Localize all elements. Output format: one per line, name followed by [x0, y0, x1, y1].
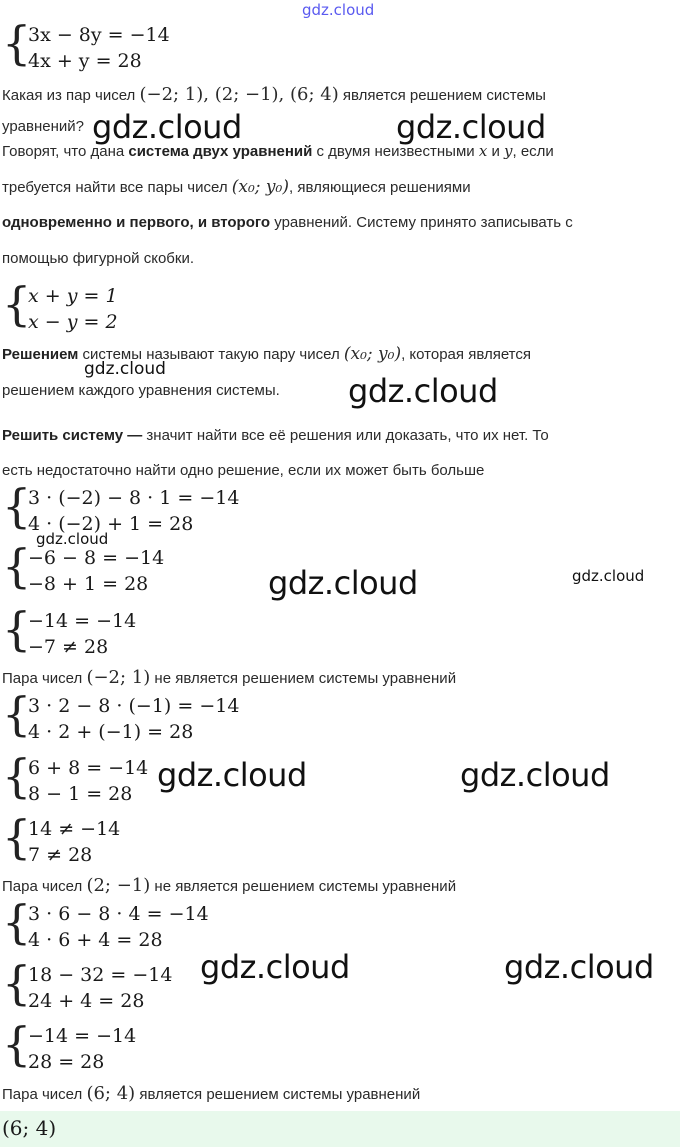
brace-icon: { — [2, 602, 32, 656]
watermark: gdz.cloud — [157, 756, 307, 794]
equation-line: 28 = 28 — [28, 1051, 105, 1073]
brace-icon: { — [2, 539, 32, 593]
equation-line: 4 · 6 + 4 = 28 — [28, 929, 163, 951]
equation-line: 18 − 32 = −14 — [28, 964, 173, 986]
equation-line: 7 ≠ 28 — [28, 844, 93, 866]
equation-line: −14 = −14 — [28, 610, 137, 632]
theory-paragraph: Говорят, что дана система двух уравнений с двумя неизвестными x и y, если — [2, 142, 554, 160]
watermark: gdz.cloud — [268, 564, 418, 602]
theory-paragraph: Решить систему — значит найти все её решения или доказать, что их нет. То — [2, 427, 549, 444]
equation-line: 14 ≠ −14 — [28, 818, 121, 840]
watermark: gdz.cloud — [504, 948, 654, 986]
brace-icon: { — [2, 479, 32, 533]
brace-icon: { — [2, 956, 32, 1010]
equation-line: 4x + y = 28 — [28, 50, 142, 72]
equation-line: −7 ≠ 28 — [28, 636, 109, 658]
watermark: gdz.cloud — [348, 372, 498, 410]
equation-line: 3 · 2 − 8 · (−1) = −14 — [28, 695, 240, 717]
question-line-2: уравнений? — [2, 118, 84, 135]
brace-icon: { — [2, 16, 32, 70]
equation-line: 24 + 4 = 28 — [28, 990, 145, 1012]
equation-line: 4 · (−2) + 1 = 28 — [28, 513, 194, 535]
equation-line: 6 + 8 = −14 — [28, 757, 149, 779]
equation-line: 4 · 2 + (−1) = 28 — [28, 721, 194, 743]
equation-line: −8 + 1 = 28 — [28, 573, 149, 595]
theory-paragraph: Решением системы называют такую пару чисел (x₀; y₀), которая является — [2, 344, 531, 364]
watermark: gdz.cloud — [92, 108, 242, 146]
theory-paragraph: одновременно и первого, и второго уравнений. Систему принято записывать с — [2, 214, 573, 231]
theory-paragraph: есть недостаточно найти одно решение, если их может быть больше — [2, 462, 485, 479]
theory-paragraph: помощью фигурной скобки. — [2, 250, 195, 267]
conclusion-line: Пара чисел (2; −1) не является решением системы уравнений — [2, 875, 457, 896]
answer-value: (6; 4) — [2, 1116, 57, 1140]
equation-line: −14 = −14 — [28, 1025, 137, 1047]
watermark: gdz.cloud — [200, 948, 350, 986]
theory-paragraph: решением каждого уравнения системы. — [2, 382, 280, 399]
conclusion-line: Пара чисел (6; 4) является решением системы уравнений — [2, 1083, 421, 1104]
watermark: gdz.cloud — [572, 567, 645, 585]
equation-line: x + y = 1 — [28, 285, 118, 307]
watermark: gdz.cloud — [396, 108, 546, 146]
brace-icon: { — [2, 895, 32, 949]
equation-line: −6 − 8 = −14 — [28, 547, 165, 569]
equation-line: 3 · 6 − 8 · 4 = −14 — [28, 903, 209, 925]
equation-line: 3 · (−2) − 8 · 1 = −14 — [28, 487, 240, 509]
watermark: gdz.cloud — [36, 530, 109, 548]
brace-icon: { — [2, 277, 32, 331]
brace-icon: { — [2, 687, 32, 741]
question-line-1: Какая из пар чисел (−2; 1), (2; −1), (6; 4) является решением системы — [2, 84, 546, 105]
watermark: gdz.cloud — [84, 359, 166, 379]
equation-line: 8 − 1 = 28 — [28, 783, 133, 805]
answer-box — [0, 1111, 680, 1147]
theory-paragraph: требуется найти все пары чисел (x₀; y₀), являющиеся решениями — [2, 177, 471, 197]
watermark-top: gdz.cloud — [302, 1, 375, 19]
equation-line: 3x − 8y = −14 — [28, 24, 170, 46]
equation-line: x − y = 2 — [28, 311, 118, 333]
watermark: gdz.cloud — [460, 756, 610, 794]
brace-icon: { — [2, 1017, 32, 1071]
brace-icon: { — [2, 749, 32, 803]
brace-icon: { — [2, 810, 32, 864]
conclusion-line: Пара чисел (−2; 1) не является решением системы уравнений — [2, 667, 457, 688]
